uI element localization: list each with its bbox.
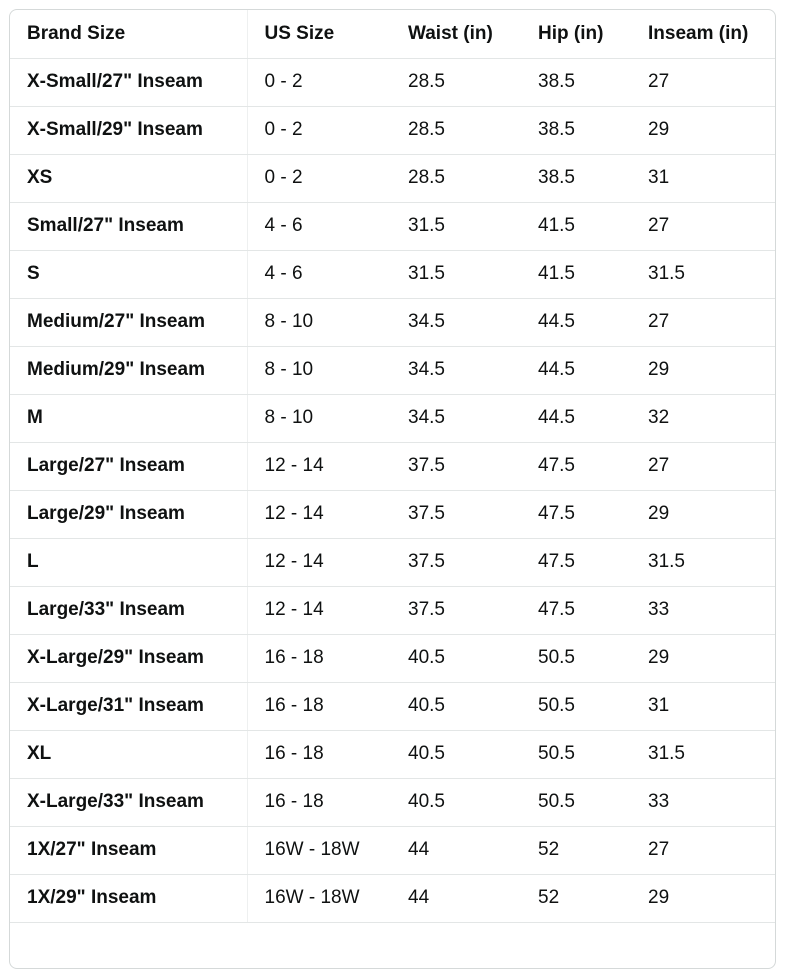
waist-cell: 40.5: [391, 778, 521, 826]
us-size-cell: 8 - 10: [247, 298, 391, 346]
us-size-cell: 4 - 6: [247, 202, 391, 250]
table-row: [10, 682, 776, 730]
us-size-cell: 0 - 2: [247, 58, 391, 106]
header-row: [10, 10, 776, 58]
waist-cell: 40.5: [391, 634, 521, 682]
brand-size-cell: XS: [10, 154, 247, 202]
table-row: [10, 634, 776, 682]
size-chart-container: [9, 9, 776, 969]
hip-cell: 47.5: [521, 490, 631, 538]
brand-size-cell: Large/27" Inseam: [10, 442, 247, 490]
inseam-cell: 29: [631, 874, 776, 922]
brand-size-cell: 1X/29" Inseam: [10, 874, 247, 922]
table-row: [10, 826, 776, 874]
brand-size-cell: L: [10, 538, 247, 586]
inseam-cell: 27: [631, 298, 776, 346]
table-row: [10, 490, 776, 538]
inseam-cell: 27: [631, 202, 776, 250]
us-size-cell: 16 - 18: [247, 778, 391, 826]
hip-cell: 38.5: [521, 154, 631, 202]
waist-cell: 44: [391, 826, 521, 874]
waist-cell: 34.5: [391, 394, 521, 442]
inseam-cell: 27: [631, 826, 776, 874]
hip-cell: 50.5: [521, 634, 631, 682]
waist-cell: 28.5: [391, 154, 521, 202]
inseam-cell: 27: [631, 58, 776, 106]
header-waist: Waist (in): [391, 10, 521, 58]
hip-cell: 50.5: [521, 682, 631, 730]
us-size-cell: 16 - 18: [247, 682, 391, 730]
brand-size-cell: X-Large/33" Inseam: [10, 778, 247, 826]
hip-cell: 44.5: [521, 394, 631, 442]
inseam-cell: 31.5: [631, 250, 776, 298]
inseam-cell: 32: [631, 394, 776, 442]
us-size-cell: 0 - 2: [247, 154, 391, 202]
hip-cell: 41.5: [521, 250, 631, 298]
table-row: [10, 298, 776, 346]
table-row: [10, 346, 776, 394]
table-row: [10, 154, 776, 202]
hip-cell: 44.5: [521, 346, 631, 394]
table-row: [10, 106, 776, 154]
us-size-cell: 8 - 10: [247, 346, 391, 394]
waist-cell: 40.5: [391, 682, 521, 730]
waist-cell: 37.5: [391, 538, 521, 586]
hip-cell: 47.5: [521, 538, 631, 586]
hip-cell: 38.5: [521, 106, 631, 154]
table-row: [10, 778, 776, 826]
us-size-cell: 12 - 14: [247, 490, 391, 538]
waist-cell: 34.5: [391, 346, 521, 394]
hip-cell: 41.5: [521, 202, 631, 250]
waist-cell: 44: [391, 874, 521, 922]
header-us-size: US Size: [247, 10, 391, 58]
table-row: [10, 394, 776, 442]
header-brand-size: Brand Size: [10, 10, 247, 58]
brand-size-cell: Large/29" Inseam: [10, 490, 247, 538]
header-inseam: Inseam (in): [631, 10, 776, 58]
us-size-cell: 4 - 6: [247, 250, 391, 298]
brand-size-cell: X-Small/27" Inseam: [10, 58, 247, 106]
table-body: [10, 58, 776, 922]
inseam-cell: 31.5: [631, 730, 776, 778]
us-size-cell: 12 - 14: [247, 538, 391, 586]
hip-cell: 47.5: [521, 586, 631, 634]
inseam-cell: 31.5: [631, 538, 776, 586]
hip-cell: 52: [521, 874, 631, 922]
table-row: [10, 202, 776, 250]
inseam-cell: 29: [631, 490, 776, 538]
table-row: [10, 250, 776, 298]
waist-cell: 28.5: [391, 106, 521, 154]
us-size-cell: 12 - 14: [247, 442, 391, 490]
waist-cell: 31.5: [391, 202, 521, 250]
inseam-cell: 31: [631, 154, 776, 202]
brand-size-cell: Medium/27" Inseam: [10, 298, 247, 346]
hip-cell: 44.5: [521, 298, 631, 346]
us-size-cell: 16W - 18W: [247, 874, 391, 922]
header-hip: Hip (in): [521, 10, 631, 58]
table-row: [10, 538, 776, 586]
inseam-cell: 33: [631, 778, 776, 826]
inseam-cell: 27: [631, 442, 776, 490]
brand-size-cell: Small/27" Inseam: [10, 202, 247, 250]
waist-cell: 34.5: [391, 298, 521, 346]
brand-size-cell: X-Large/31" Inseam: [10, 682, 247, 730]
brand-size-cell: S: [10, 250, 247, 298]
size-chart-table: [10, 10, 776, 923]
waist-cell: 37.5: [391, 442, 521, 490]
brand-size-cell: M: [10, 394, 247, 442]
hip-cell: 52: [521, 826, 631, 874]
brand-size-cell: Medium/29" Inseam: [10, 346, 247, 394]
waist-cell: 31.5: [391, 250, 521, 298]
waist-cell: 37.5: [391, 586, 521, 634]
us-size-cell: 16W - 18W: [247, 826, 391, 874]
hip-cell: 47.5: [521, 442, 631, 490]
inseam-cell: 29: [631, 106, 776, 154]
hip-cell: 38.5: [521, 58, 631, 106]
us-size-cell: 12 - 14: [247, 586, 391, 634]
us-size-cell: 16 - 18: [247, 730, 391, 778]
inseam-cell: 29: [631, 634, 776, 682]
inseam-cell: 29: [631, 346, 776, 394]
waist-cell: 40.5: [391, 730, 521, 778]
brand-size-cell: 1X/27" Inseam: [10, 826, 247, 874]
waist-cell: 37.5: [391, 490, 521, 538]
brand-size-cell: X-Small/29" Inseam: [10, 106, 247, 154]
table-row: [10, 874, 776, 922]
brand-size-cell: Large/33" Inseam: [10, 586, 247, 634]
us-size-cell: 0 - 2: [247, 106, 391, 154]
inseam-cell: 31: [631, 682, 776, 730]
us-size-cell: 8 - 10: [247, 394, 391, 442]
waist-cell: 28.5: [391, 58, 521, 106]
hip-cell: 50.5: [521, 778, 631, 826]
table-row: [10, 730, 776, 778]
inseam-cell: 33: [631, 586, 776, 634]
table-row: [10, 58, 776, 106]
us-size-cell: 16 - 18: [247, 634, 391, 682]
brand-size-cell: XL: [10, 730, 247, 778]
table-row: [10, 586, 776, 634]
hip-cell: 50.5: [521, 730, 631, 778]
brand-size-cell: X-Large/29" Inseam: [10, 634, 247, 682]
table-row: [10, 442, 776, 490]
